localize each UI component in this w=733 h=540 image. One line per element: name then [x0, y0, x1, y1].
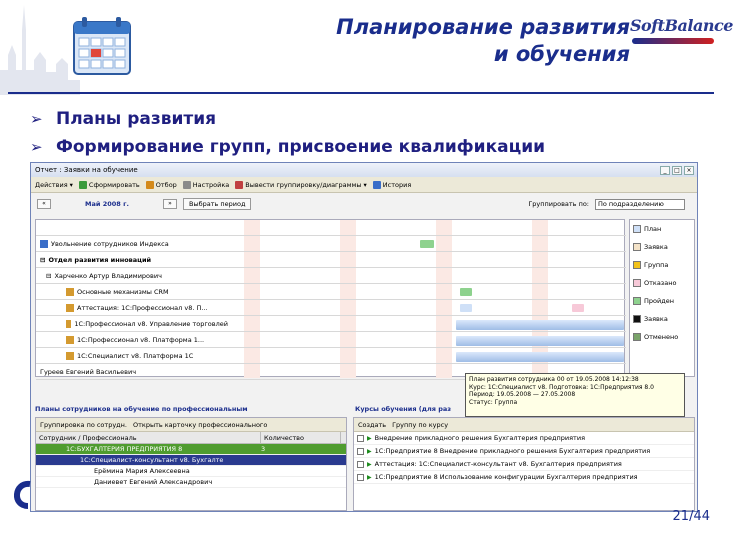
- history-icon: [373, 181, 381, 189]
- gantt-row[interactable]: Основные механизмы CRM: [36, 284, 626, 300]
- legend-item: Группа: [630, 256, 694, 274]
- report-window: [30, 162, 698, 512]
- table-row[interactable]: [36, 444, 346, 455]
- gantt-bar[interactable]: [460, 288, 472, 296]
- courses-panel-title: Курсы обучения (для раз: [355, 405, 452, 413]
- group-by-employee-button[interactable]: Группировка по сотрудн.: [40, 420, 127, 429]
- bullet-text: Формирование групп, присвоение квалификации: [56, 137, 546, 157]
- window-titlebar: [31, 163, 697, 177]
- play-icon: ▶: [367, 447, 372, 455]
- course-icon: [66, 288, 74, 296]
- collapse-icon[interactable]: ⊟: [46, 271, 52, 280]
- gantt-row[interactable]: 1С:Профессионал v8. Платформа 1...: [36, 332, 626, 348]
- checkbox[interactable]: [357, 435, 364, 442]
- period-label: Май 2008 г.: [85, 200, 129, 208]
- gantt-legend: [629, 219, 695, 377]
- column-header[interactable]: Сотрудник / Профессиональ: [36, 432, 261, 444]
- course-icon: [66, 336, 74, 344]
- legend-item: Отменено: [630, 328, 694, 346]
- chart-icon: [235, 181, 243, 189]
- next-period-button[interactable]: »: [163, 199, 177, 209]
- gantt-bar[interactable]: [456, 336, 624, 346]
- cell: 1С:Специалист-консультант v8. Бухгалте: [80, 456, 224, 464]
- gantt-bar[interactable]: [460, 304, 472, 312]
- toolbar-actions[interactable]: Действия ▾: [35, 180, 73, 189]
- bullet-item: [30, 133, 710, 161]
- gantt-bar[interactable]: [572, 304, 584, 312]
- bullet-text: Планы развития: [56, 109, 217, 129]
- period-navigation: [31, 193, 697, 215]
- cell: 3: [261, 445, 266, 453]
- calendar-icon: [70, 14, 136, 78]
- gantt-bar[interactable]: [456, 320, 624, 330]
- toolbar-history[interactable]: История: [373, 181, 411, 189]
- slide-title: [180, 14, 630, 68]
- filter-icon: [146, 181, 154, 189]
- title-line-2: и обучения: [493, 42, 630, 66]
- title-line-1: Планирование развития: [336, 15, 630, 39]
- bullet-item: [30, 105, 710, 133]
- collapse-icon[interactable]: ⊟: [40, 255, 46, 264]
- table-row[interactable]: ▶ 1С:Предприятие 8 Использование конфигурации Бухгалтерия предприятия: [354, 471, 694, 484]
- toolbar-grouping[interactable]: Вывести группировку/диаграммы ▾: [235, 181, 367, 189]
- table-row[interactable]: ▶ 1С:Предприятие 8 Внедрение прикладного решения Бухгалтерия предприятия: [354, 445, 694, 458]
- toolbar-filter[interactable]: Отбор: [146, 181, 177, 189]
- cell: Даниевет Евгений Александрович: [94, 478, 213, 486]
- table-row[interactable]: ▶ Аттестация: 1С:Специалист-консультант v8. Бухгалтерия предприятия: [354, 458, 694, 471]
- play-icon: ▶: [367, 460, 372, 468]
- group-by-label: Группировать по:: [528, 200, 589, 208]
- gantt-bar[interactable]: [456, 352, 624, 362]
- gantt-row[interactable]: Аттестация: 1С:Профессионал v8. П...: [36, 300, 626, 316]
- plans-panel: [35, 417, 347, 511]
- gantt-row[interactable]: [36, 220, 626, 236]
- window-title: Отчет : Заявки на обучение: [35, 166, 138, 174]
- table-row[interactable]: [36, 455, 346, 466]
- cell: Ерёмина Мария Алексеевна: [94, 467, 190, 475]
- gantt-row[interactable]: 1С:Профессионал v8. Управление торговлей: [36, 316, 626, 332]
- toolbar-settings[interactable]: Настройка: [183, 181, 229, 189]
- settings-icon: [183, 181, 191, 189]
- courses-panel: [353, 417, 695, 511]
- play-icon: ▶: [367, 473, 372, 481]
- group-by-select[interactable]: По подразделению: [595, 199, 685, 210]
- course-icon: [66, 320, 71, 328]
- gantt-row[interactable]: Гуреев Евгений Васильевич: [36, 364, 626, 380]
- corner-logo-icon: [10, 478, 34, 512]
- table-row[interactable]: [36, 466, 346, 477]
- logo-swoosh: [632, 38, 714, 44]
- logo-text: SoftBalance: [630, 16, 733, 35]
- gantt-row[interactable]: ⊟ Отдел развития инноваций: [36, 252, 626, 268]
- person-icon: [40, 240, 48, 248]
- legend-item: Отказано: [630, 274, 694, 292]
- checkbox[interactable]: [357, 474, 364, 481]
- close-icon[interactable]: ×: [684, 166, 694, 175]
- maximize-icon[interactable]: □: [672, 166, 682, 175]
- gantt-row[interactable]: Увольнение сотрудников Индекса: [36, 236, 626, 252]
- checkbox[interactable]: [357, 461, 364, 468]
- legend-item: Заявка: [630, 310, 694, 328]
- gantt-row[interactable]: 1С:Специалист v8. Платформа 1С: [36, 348, 626, 364]
- page-number: 21/44: [672, 509, 710, 524]
- softbalance-logo: [630, 12, 733, 52]
- bullet-arrow-icon: ➢: [30, 110, 43, 128]
- plans-table-header: [36, 432, 346, 444]
- header-divider: [8, 92, 714, 94]
- gantt-chart: [35, 219, 625, 377]
- course-icon: [66, 352, 74, 360]
- window-toolbar: [31, 177, 697, 193]
- toolbar-generate[interactable]: Сформировать: [79, 181, 140, 189]
- table-row[interactable]: ▶ Внедрение прикладного решения Бухгалтерия предприятия: [354, 432, 694, 445]
- bullet-arrow-icon: ➢: [30, 138, 43, 156]
- table-row[interactable]: [36, 477, 346, 488]
- group-by-course-button[interactable]: Группу по курсу: [392, 420, 449, 429]
- courses-toolbar: [354, 418, 694, 432]
- gantt-row[interactable]: ⊟ Харченко Артур Владимирович: [36, 268, 626, 284]
- legend-item: План: [630, 220, 694, 238]
- select-period-button[interactable]: Выбрать период: [183, 198, 251, 210]
- play-icon: ▶: [367, 434, 372, 442]
- window-controls: [660, 166, 697, 175]
- prev-period-button[interactable]: «: [37, 199, 51, 209]
- course-icon: [66, 304, 74, 312]
- plans-toolbar: [36, 418, 346, 432]
- play-icon: [79, 181, 87, 189]
- column-header[interactable]: Количество: [261, 432, 341, 444]
- gantt-tooltip: План развития сотрудника 00 от 19.05.2008 14:12:38 Курс: 1С:Специалист v8. Подготовка: 1С:Предприятия 8.0 Период: 19.05.2008 — 27.05.2008 Статус: Группа: [465, 373, 685, 417]
- gantt-bar[interactable]: [420, 240, 434, 248]
- open-card-button[interactable]: Открыть карточку профессионального: [132, 420, 268, 429]
- checkbox[interactable]: [357, 448, 364, 455]
- create-button[interactable]: Создать: [358, 420, 387, 429]
- plans-panel-title: Планы сотрудников на обучение по профессиональным: [35, 405, 248, 413]
- legend-item: Заявка: [630, 238, 694, 256]
- bullet-list: [30, 105, 710, 161]
- minimize-icon[interactable]: _: [660, 166, 670, 175]
- legend-item: Пройден: [630, 292, 694, 310]
- cell: 1С:БУХГАЛТЕРИЯ ПРЕДПРИЯТИЯ 8: [66, 445, 183, 453]
